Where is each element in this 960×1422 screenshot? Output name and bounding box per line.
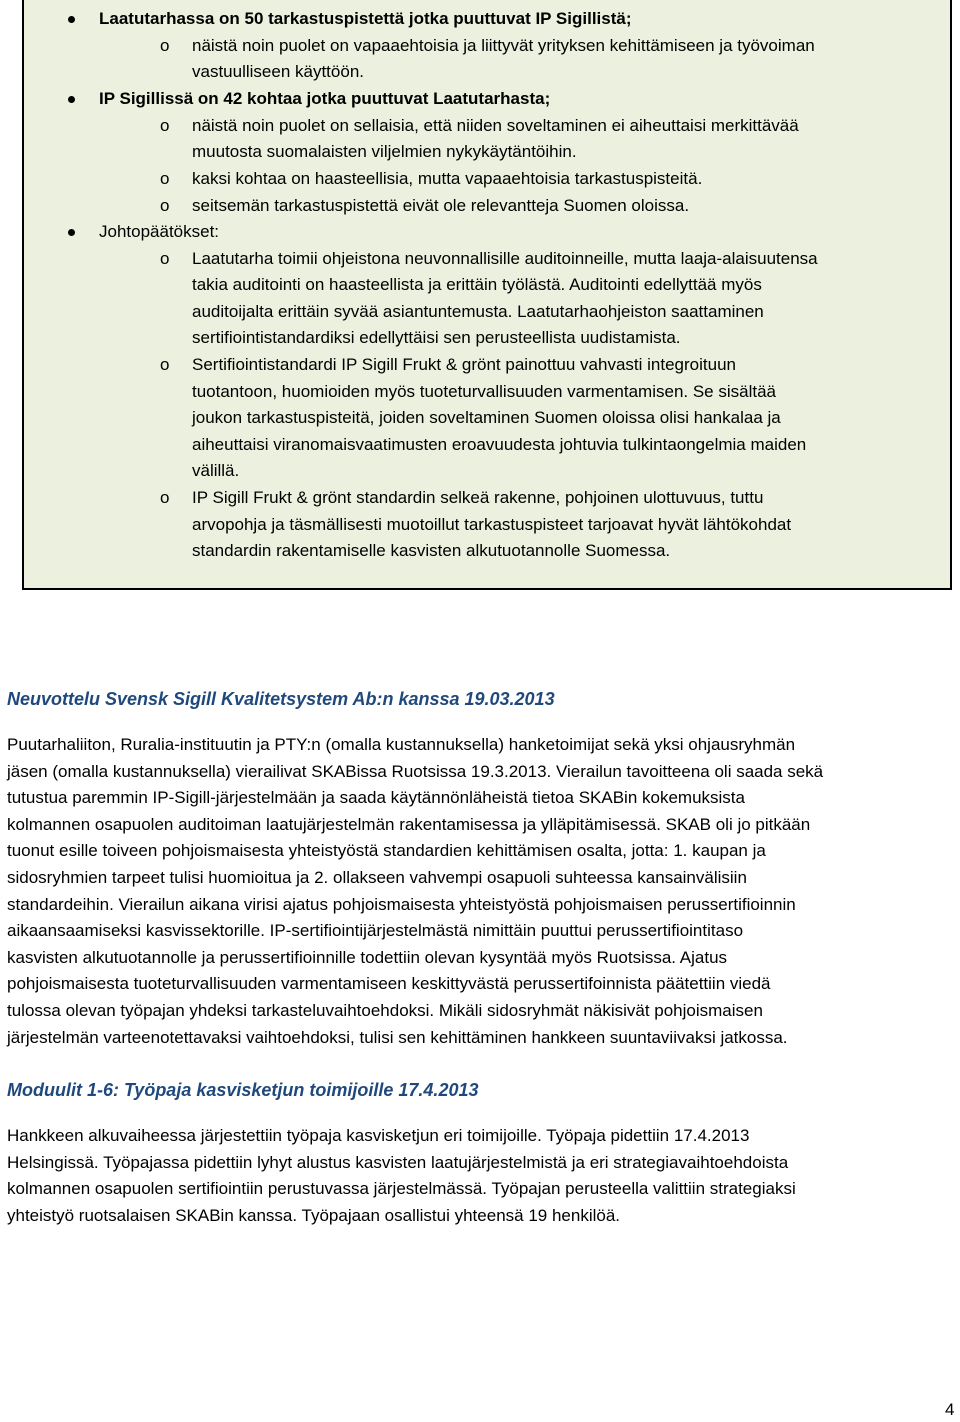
sub-text: seitsemän tarkastuspistettä eivät ole relevantteja Suomen oloissa. (192, 196, 690, 215)
bullet-dot-icon (68, 16, 75, 23)
sub-text: muutosta suomalaisten viljelmien nykykäytäntöihin. (192, 142, 577, 161)
paragraph-line: tulossa olevan työpajan yhdeksi tarkasteluvaihtoehdoksi. Mikäli sidosryhmät näkisivät pohjoismaisen (7, 1000, 763, 1020)
page-number: 4 (945, 1400, 955, 1419)
bullet-dot-icon (68, 96, 75, 103)
sub-text: tuotantoon, huomioiden myös tuoteturvallisuuden varmentamisen. Se sisältää (192, 382, 777, 401)
bullet-text: Johtopäätökset: (99, 222, 220, 241)
sub-marker: o (160, 196, 170, 215)
sub-text: sertifiointistandardiksi edellyttäisi sen perusteellista uudistamista. (192, 328, 681, 347)
bullet-text: Laatutarhassa on 50 tarkastuspistettä jotka puuttuvat IP Sigillistä; (99, 9, 632, 28)
sub-text: kaksi kohtaa on haasteellisia, mutta vapaaehtoisia tarkastuspisteitä. (192, 169, 703, 188)
sub-marker: o (160, 249, 170, 268)
section-heading: Neuvottelu Svensk Sigill Kvalitetsystem Ab:n kanssa 19.03.2013 (7, 689, 555, 709)
paragraph-line: standardeihin. Vierailun aikana virisi ajatus pohjoismaisesta yhteistyöstä pohjoismaisen perussertifioinnin (7, 894, 796, 914)
paragraph-line: sidosryhmien tarpeet tulisi huomioitua ja 2. ollakseen vahvempi osapuoli suhteessa kansainvälisiin (7, 867, 747, 887)
sub-text: näistä noin puolet on vapaaehtoisia ja liittyvät yrityksen kehittämiseen ja työvoiman (192, 36, 815, 55)
section-heading: Moduulit 1-6: Työpaja kasvisketjun toimijoille 17.4.2013 (7, 1080, 479, 1100)
sub-text: standardin rakentamiselle kasvisten alkutuotannolle Suomessa. (192, 541, 671, 560)
paragraph-line: järjestelmän varteenotettavaksi vaihtoehdoksi, tulisi sen kehittäminen hankkeen suuntaviivaksi jatkossa. (7, 1027, 788, 1047)
sub-text: aiheuttaisi viranomaisvaatimusten eroavuudesta johtuvia tulkintaongelmia maiden (192, 435, 807, 454)
sub-text: auditoijalta erittäin syvää asiantuntemusta. Laatutarhaohjeiston saattaminen (192, 302, 764, 321)
section-paragraph (7, 732, 952, 1051)
paragraph-line: pohjoismaisesta tuoteturvallisuuden varmentamiseen keskittyvästä perussertifoinnista päätettiin viedä (7, 974, 771, 994)
sub-marker: o (160, 169, 170, 188)
sub-text: takia auditointi on haasteellista ja erittäin työlästä. Auditointi edellyttää myös (192, 275, 762, 294)
paragraph-line: aikaansaamiseksi kasvissektorille. IP-sertifiointijärjestelmästä nimittäin puuttui perussertifiointitaso (7, 921, 744, 941)
sub-marker: o (160, 36, 170, 55)
sub-marker: o (160, 488, 170, 507)
bullet-dot-icon (68, 229, 75, 236)
sub-text: välillä. (192, 461, 240, 480)
sub-text: vastuulliseen käyttöön. (192, 62, 364, 81)
paragraph-line: yhteistyö ruotsalaisen SKABin kanssa. Työpajaan osallistui yhteensä 19 henkilöä. (7, 1205, 621, 1225)
sub-text: näistä noin puolet on sellaisia, että niiden soveltaminen ei aiheuttaisi merkittävää (192, 116, 799, 135)
sub-text: arvopohja ja täsmällisesti muotoillut tarkastuspisteet tarjoavat hyvät lähtökohdat (192, 515, 792, 534)
paragraph-line: kolmannen osapuolen sertifiointiin perustuvassa järjestelmässä. Työpajan perusteella valittiin strategiaksi (7, 1179, 796, 1199)
paragraph-line: Puutarhaliiton, Ruralia-instituutin ja PTY:n (omalla kustannuksella) hanketoimijat sekä yksi ohjausryhmän (7, 735, 796, 754)
paragraph-line: jäsen (omalla kustannuksella) vierailivat SKABissa Ruotsissa 19.3.2013. Vierailun tavoitteena oli saada sekä (7, 761, 824, 781)
sub-marker: o (160, 355, 170, 374)
sub-text: Sertifiointistandardi IP Sigill Frukt & grönt painottuu vahvasti integroituun (192, 355, 736, 374)
section-paragraph (7, 1123, 952, 1229)
sub-text: joukon tarkastuspisteitä, joiden soveltaminen Suomen oloissa olisi hankalaa ja (192, 408, 781, 427)
paragraph-line: tuonut esille toiveen pohjoismaisesta yhteistyöstä standardien kehittämisen osalta, jotta: 1. kaupan ja (7, 841, 766, 861)
sub-text: IP Sigill Frukt & grönt standardin selkeä rakenne, pohjoinen ulottuvuus, tuttu (192, 488, 764, 507)
paragraph-line: Hankkeen alkuvaiheessa järjestettiin työpaja kasvisketjun eri toimijoille. Työpaja pidettiin 17.4.2013 (7, 1126, 750, 1145)
paragraph-line: kolmannen osapuolen auditoiman laatujärjestelmän rakentamisessa ja ylläpitämisessä. SKAB oli jo pitkään (7, 814, 811, 834)
paragraph-line: kasvisten alkutuotannolle ja perussertifioinnille todettiin olevan kysyntää myös Ruotsissa. Ajatus (7, 947, 728, 967)
paragraph-line: tutustua paremmin IP-Sigill-järjestelmään ja saada käytännönläheistä tietoa SKABin kokemuksista (7, 788, 745, 808)
paragraph-line: Helsingissä. Työpajassa pidettiin lyhyt alustus kasvisten laatujärjestelmistä ja eri strategiavaihtoehdoista (7, 1152, 789, 1172)
bullet-text: IP Sigillissä on 42 kohtaa jotka puuttuvat Laatutarhasta; (99, 89, 551, 108)
sub-text: Laatutarha toimii ohjeistona neuvonnallisille auditoinneille, mutta laaja-alaisuutensa (192, 249, 818, 268)
sub-marker: o (160, 116, 170, 135)
